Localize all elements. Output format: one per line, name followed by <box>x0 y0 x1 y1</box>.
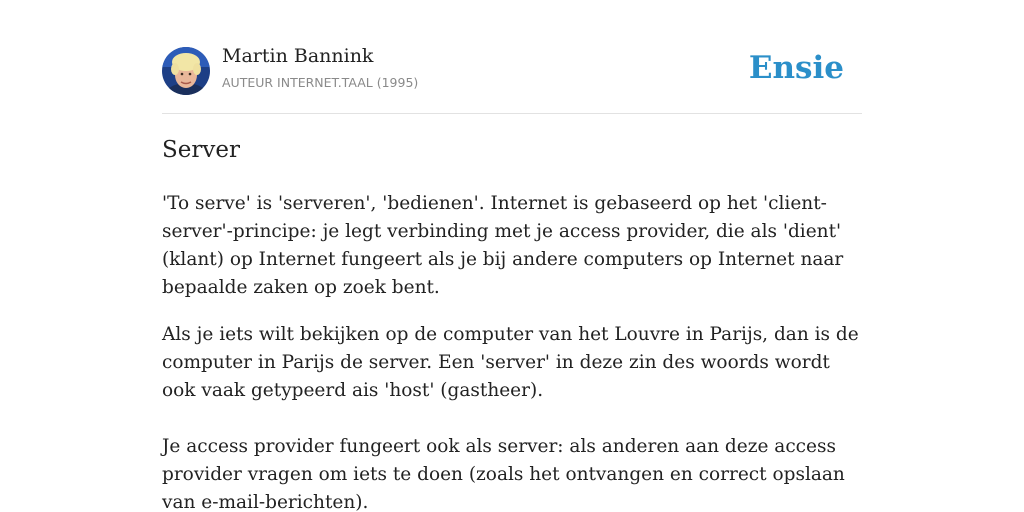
paragraph: 'To serve' is 'serveren', 'bedienen'. Internet is gebaseerd op het 'client-server'-principe: je legt verbinding met je access provider, die als 'dient' (klant) op Internet fungeert als je bij andere computers op Internet naar bepaalde zaken op zoek bent. <box>162 193 844 298</box>
paragraph: Je access provider fungeert ook als server: als anderen aan deze access provider vragen om iets te doen (zoals het ontvangen en correct opslaan van e-mail-berichten). <box>162 436 845 512</box>
article-body <box>162 190 862 512</box>
brand-logo[interactable]: Ensie <box>748 50 844 86</box>
avatar[interactable] <box>162 47 210 95</box>
page-title: Server <box>162 137 240 163</box>
paragraph: Als je iets wilt bekijken op de computer van het Louvre in Parijs, dan is de computer in Parijs de server. Een 'server' in deze zin des woords wordt ook vaak getypeerd ais 'host' (gastheer). <box>162 324 859 401</box>
author-role: AUTEUR INTERNET.TAAL (1995) <box>222 75 419 90</box>
author-header <box>162 0 862 114</box>
author-name[interactable]: Martin Bannink <box>222 45 374 67</box>
author-portrait-icon <box>162 47 210 95</box>
